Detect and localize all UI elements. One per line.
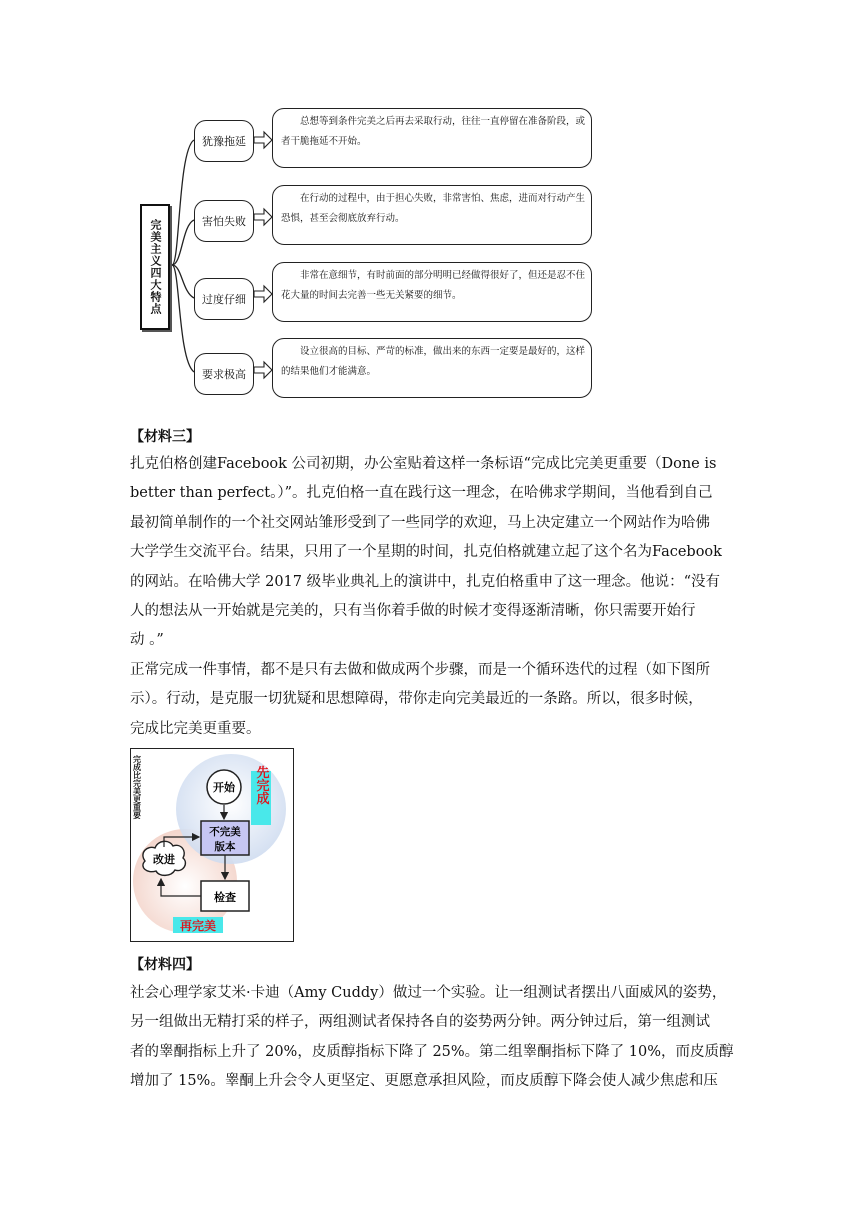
cycle-side-title: 完成比完美更重要 <box>132 755 142 819</box>
desc-procrastination: 总想等到条件完美之后再去采取行动，往往一直停留在准备阶段，或者干脆拖延不开始。 <box>272 108 592 168</box>
branch-procrastination: 犹豫拖延 <box>194 120 254 162</box>
completion-cycle-diagram <box>130 748 294 942</box>
paragraph-line: 完成比完美更重要。 <box>130 720 261 737</box>
branch-high-demands: 要求极高 <box>194 353 254 395</box>
imperfect-label-line2: 版本 <box>214 841 236 853</box>
desc-high-demands: 设立很高的目标、严苛的标准，做出来的东西一定要是最好的，这样的结果他们才能满意。 <box>272 338 592 398</box>
branch-fear-of-failure: 害怕失败 <box>194 200 254 242</box>
check-label: 检查 <box>214 891 236 904</box>
section4-paragraph-1 <box>130 979 734 1097</box>
cycle-graphic <box>131 749 293 941</box>
desc-fear-of-failure: 在行动的过程中，由于担心失败，非常害怕、焦虑，进而对行动产生恐惧，甚至会彻底放弃行动。 <box>272 185 592 245</box>
perfectionism-traits-diagram <box>132 100 602 410</box>
paragraph-line: 大学学生交流平台。结果，只用了一个星期的时间，扎克伯格就建立起了这个名为Facebook <box>130 544 722 561</box>
paragraph-line: 最初简单制作的一个社交网站雏形受到了一些同学的欢迎，马上决定建立一个网站作为哈佛 <box>130 514 710 531</box>
section3-paragraph-2 <box>130 656 730 744</box>
section4-heading: 【材料四】 <box>130 957 200 973</box>
paragraph-line: better than perfect。）”。扎克伯格一直在践行这一理念，在哈佛求学期间，当他看到自己 <box>130 485 713 502</box>
desc-over-meticulous: 非常在意细节，有时前面的部分明明已经做得很好了，但还是忍不住花大量的时间去完善一些无关紧要的细节。 <box>272 262 592 322</box>
start-label: 开始 <box>213 781 235 794</box>
paragraph-line: 扎克伯格创建Facebook 公司初期，办公室贴着这样一条标语“完成比完美更重要（Done is <box>130 456 717 472</box>
paragraph-line: 者的睾酮指标上升了 20%，皮质醇指标下降了 25%。第二组睾酮指标下降了 10%，而皮质醇 <box>130 1043 734 1060</box>
paragraph-line: 示）。行动，是克服一切犹疑和思想障碍，带你走向完美最近的一条路。所以，很多时候， <box>130 691 703 708</box>
paragraph-line: 另一组做出无精打采的样子，两组测试者保持各自的姿势两分钟。两分钟过后，第一组测试 <box>130 1014 710 1031</box>
then-perfect-label: 再完美 <box>179 919 217 933</box>
paragraph-line: 正常完成一件事情，都不是只有去做和做成两个步骤，而是一个循环迭代的过程（如下图所 <box>130 662 710 678</box>
paragraph-line: 社会心理学家艾米·卡迪（Amy Cuddy）做过一个实验。让一组测试者摆出八面威风的姿势， <box>130 985 727 1001</box>
first-complete-label: 先完成 <box>253 765 269 805</box>
improve-label: 改进 <box>153 853 175 866</box>
imperfect-label-line1: 不完美 <box>209 826 241 838</box>
paragraph-line: 动 。” <box>130 632 164 649</box>
paragraph-line: 人的想法从一开始就是完美的，只有当你着手做的时候才变得逐渐清晰，你只需要开始行 <box>130 603 696 620</box>
paragraph-line: 增加了 15%。睾酮上升会令人更坚定、更愿意承担风险，而皮质醇下降会使人减少焦虑和压 <box>130 1073 718 1090</box>
section3-paragraph-1 <box>130 450 730 656</box>
branch-over-meticulous: 过度仔细 <box>194 278 254 320</box>
section3-heading: 【材料三】 <box>130 429 200 445</box>
traits-root-label: 完美主义四大特点 <box>140 204 170 330</box>
paragraph-line: 的网站。在哈佛大学 2017 级毕业典礼上的演讲中，扎克伯格重申了这一理念。他说：“没有 <box>130 573 721 590</box>
